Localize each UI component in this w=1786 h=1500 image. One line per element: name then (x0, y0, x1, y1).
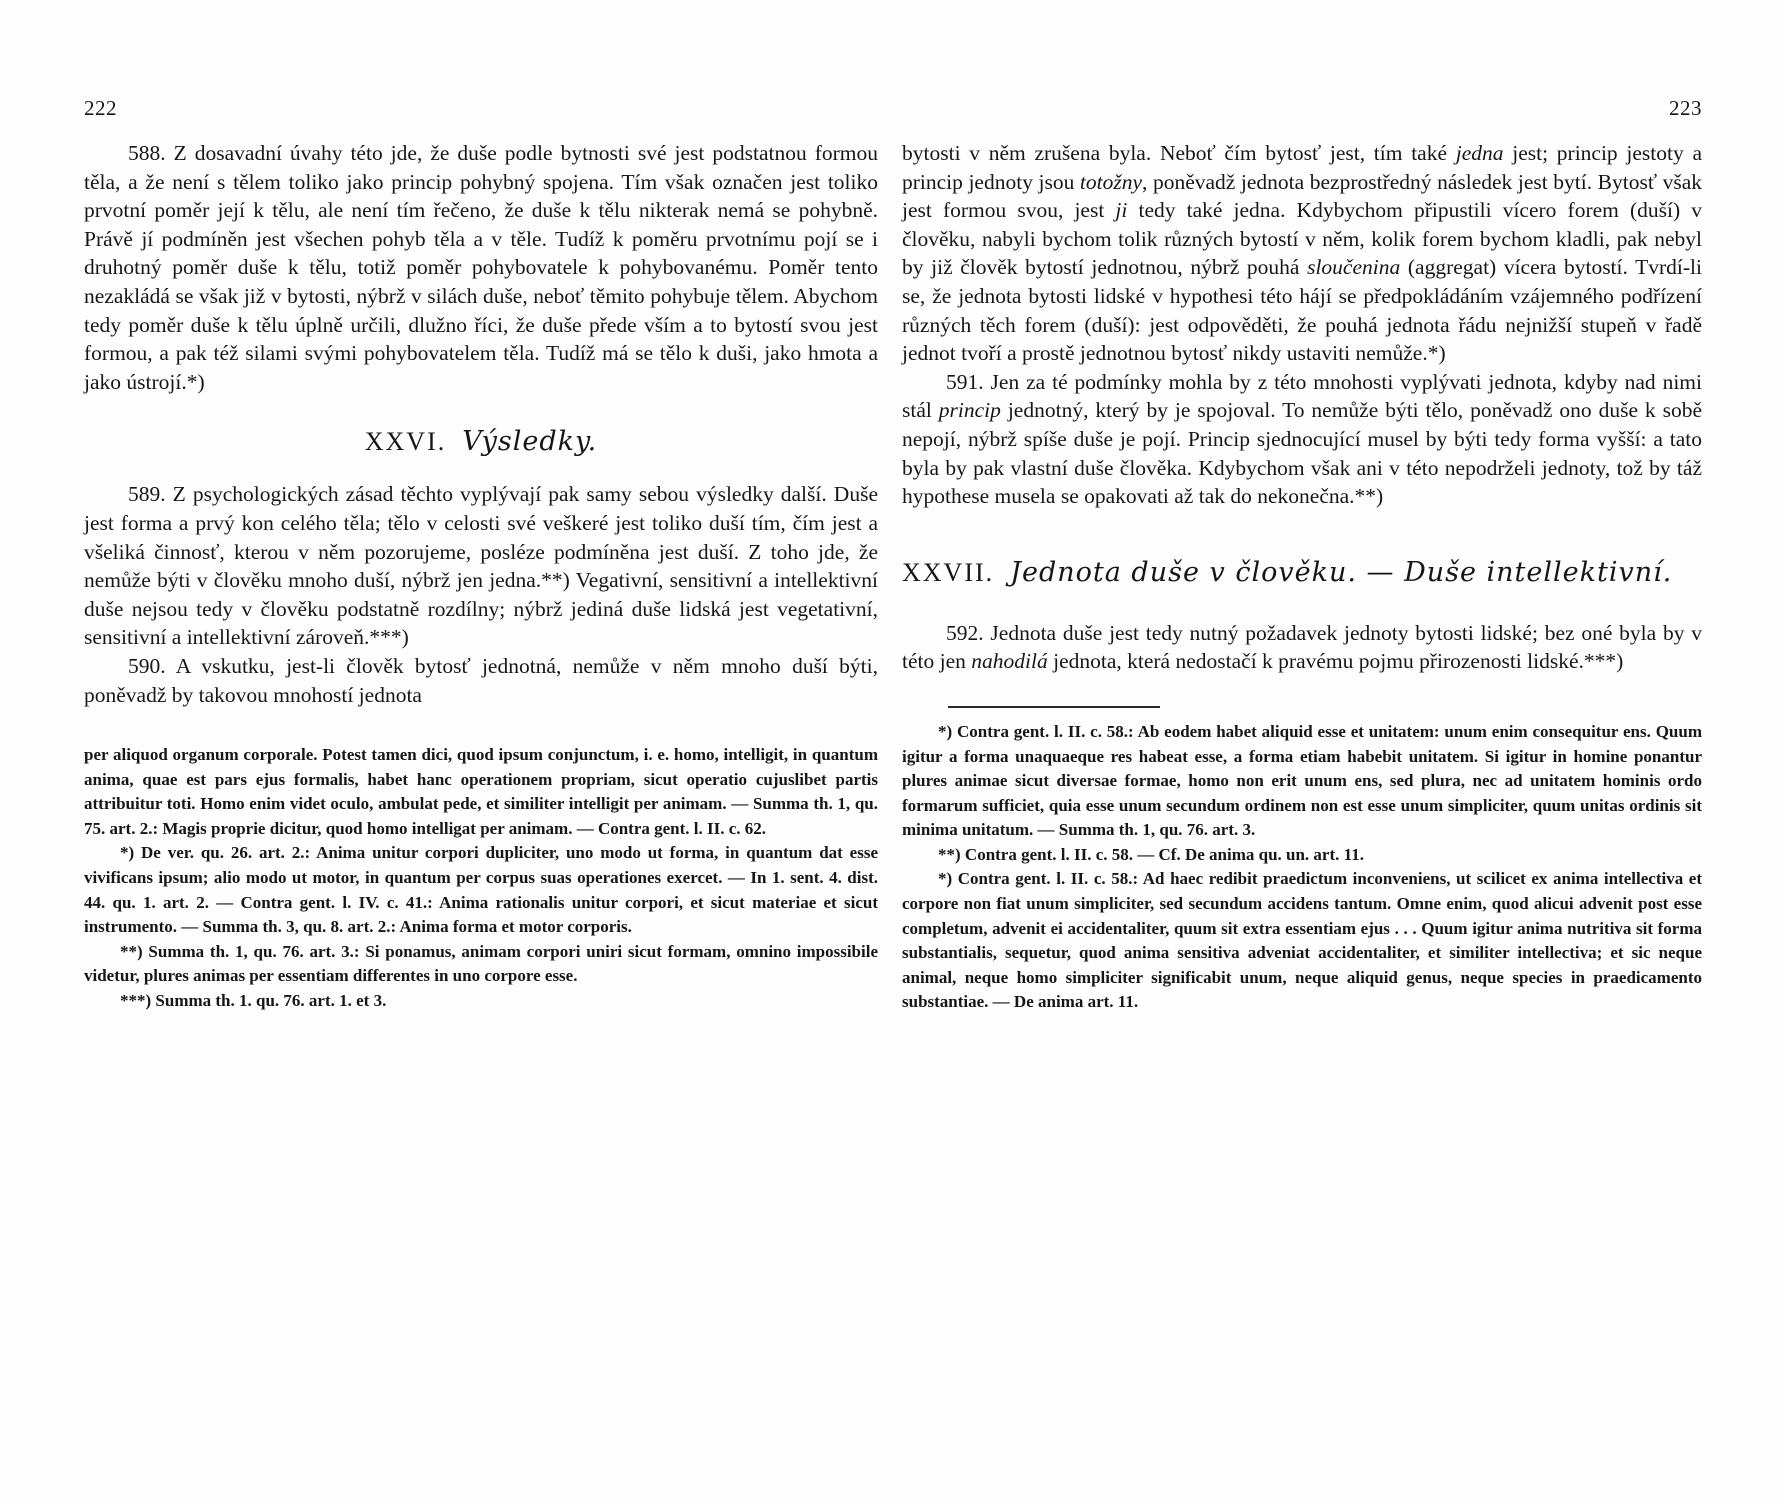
footnote: **) Summa th. 1, qu. 76. art. 3.: Si ponamus, animam corpori uniri sicut formam, omnino impossibile videtur, plures animas per essentiam differentes in uno corpore esse. (84, 941, 878, 986)
chapter-numeral: XXVI. (364, 427, 447, 457)
page-left (84, 0, 878, 1014)
text-run: 590. A vskutku, jest-li člověk bytosť jednotná, nemůže v něm mnoho duší býti, poněvadž by takovou mnohostí jednota (84, 653, 878, 707)
italic-text: jedna (1455, 141, 1504, 165)
chapter-numeral: XXVII. (902, 557, 995, 587)
left-page-body (84, 139, 878, 709)
right-page-footnotes (902, 720, 1702, 1015)
text-run: 589. Z psychologických zásad těchto vyplývají pak samy sebou výsledky další. Duše jest forma a prvý kon celého těla; tělo v celosti své veškeré jest toliko duší tím, čím jest a všeliká činnosť, kterou v něm pozorujeme, posléze podmíněna jest duší. Z toho jde, že nemůže býti v člověku mnoho duší, nýbrž jen jedna.**) Vegativní, sensitivní a intellektivní duše nejsou tedy v člověku podstatně rozdílny; nýbrž jediná duše lidská jest vegetativní, sensitivní a intellektivní zároveň.***) (84, 482, 878, 650)
text-run: Jednota duše v člověku. — Duše intellektivní. (1010, 556, 1673, 588)
text-run: jednotný, který by je spojoval. To nemůže býti tělo, poněvadž ono duše k sobě nepojí, nýbrž spíše duše je pojí. Princip sjednocující musel by býti tedy forma vyšší: a tato byla by pak vlastní duše člověka. Kdybychom však ani v této nepodrželi jednoty, tož by táž hypothese musela se opakovati až tak do nekonečna.**) (902, 398, 1702, 509)
text-run: bytosti v něm zrušena byla. Neboť čím bytosť jest, tím také (902, 141, 1456, 165)
text-run: 591. Jen za té podmínky mohla by z této mnohosti vyplývati jednota, kdyby nad nimi stál (902, 369, 1702, 423)
italic-text: nahodilá (971, 649, 1048, 674)
body-paragraph (902, 619, 1702, 676)
text-run: (aggregat) vícera bytostí. Tvrdí-li se, že jednota bytosti lidské v hypothesi této hájí se předpokládáním vzájemného podřízení různých těch forem (duší): jest odpověděti, že pouhá jednota řádu nejnižší stupeň v řadě jednot tvoří a prostě jednotnou bytosť nikdy ustaviti nemůže.*) (902, 255, 1702, 366)
body-paragraph (902, 139, 1702, 368)
footnote: per aliquod organum corporale. Potest tamen dici, quod ipsum conjunctum, i. e. homo, intelligit, in quantum anima, quae est pars ejus formalis, habet hanc operationem propriam, sicut operatio cujuslibet partis attribuitur toti. Homo enim videt oculo, ambulat pede, et similiter intelligit per animam. — Summa th. 1, qu. 75. art. 2.: Magis proprie dicitur, quod homo intelligat per animam. — Contra gent. l. II. c. 62. (84, 745, 878, 838)
page-right (902, 0, 1702, 1015)
text-run: tedy také jedna. Kdybychom připustili vícero forem (duší) v člověku, nabyli bychom tolik různých bytostí v něm, kolik forem bychom kladli, pak nebyl by již člověk bytostí jednotnou, nýbrž pouhá (902, 198, 1702, 280)
chapter-heading (84, 424, 878, 460)
footnote: *) Contra gent. l. II. c. 58.: Ab eodem habet aliquid esse et unitatem: unum enim consequitur ens. Quum igitur a forma unaquaeque res habeat esse, a forma etiam habebit unitatem. Si igitur in homine ponantur plures animae sicut diversae formae, homo non erit unum ens, sed plura, nec ad unitatem hominis ordo formarum sufficiet, quia esse unum secundum ordinem non est esse unum simpliciter, quum unitas ordinis sit minima unitatum. — Summa th. 1, qu. 76. art. 3. (902, 721, 1702, 840)
body-paragraph (84, 480, 878, 652)
footnote-rule-right (948, 706, 1160, 708)
body-paragraph (902, 368, 1702, 511)
page-number-left: 222 (84, 96, 117, 120)
footnote: *) De ver. qu. 26. art. 2.: Anima unitur corpori dupliciter, uno modo ut forma, in quantum dat esse vivificans ipsum; alio modo ut motor, in quantum per corpus suas operationes exercet. — In 1. sent. 4. dist. 44. qu. 1. art. 2. — Contra gent. l. IV. c. 41.: Anima rationalis unitur corpori, et sicut materiae et sicut instrumento. — Summa th. 3, qu. 8. art. 2.: Anima forma et motor corporis. (84, 843, 878, 937)
italic-text: princip (938, 398, 1001, 423)
footnote: *) Contra gent. l. II. c. 58.: Ad haec redibit praedictum inconveniens, ut scilicet ex anima intellectiva et corpore non fiat unum simpliciter, sed secundum accidens tantum. Omne enim, quod alicui advenit post esse completum, advenit ei accidentaliter, quum sit extra essentiam ejus . . . Quum igitur anima nutritiva sit forma substantialis, sequetur, quod anima sensitiva adveniat accidentaliter, et similiter intellectiva; et sic neque animal, neque homo simpliciter significabit unum, neque aliquid genus, neque species in praedicamento substantiae. — De anima art. 11. (902, 869, 1702, 1012)
text-run: , poněvadž jednota bezprostředný následek jest bytí. Bytosť však jest formou svou, jest (902, 169, 1703, 223)
chapter-title (1010, 557, 1672, 588)
text-run: jest; princip jestoty a princip jednoty jsou (902, 141, 1702, 194)
body-paragraph (84, 652, 878, 709)
italic-text: sloučenina (1307, 255, 1401, 280)
text-run: 592. Jednota duše jest tedy nutný požadavek jednoty bytosti lidské; bez oné byla by v této jen (902, 620, 1702, 674)
body-paragraph (84, 139, 878, 396)
text-run: Výsledky. (462, 426, 598, 458)
right-page-body (902, 139, 1702, 676)
italic-text: ji (1115, 198, 1128, 223)
left-page-footnotes (84, 743, 878, 1014)
chapter-heading (902, 555, 1702, 591)
footnote: **) Contra gent. l. II. c. 58. — Cf. De anima qu. un. art. 11. (938, 844, 1364, 864)
chapter-title (462, 426, 597, 457)
text-run: 588. Z dosavadní úvahy této jde, že duše podle bytnosti své jest podstatnou formou těla, a že není s tělem toliko jako princip pohybný spojena. Tím však označen jest toliko prvotní poměr její k tělu, ale není tím řečeno, že duše k tělu nikterak nemá se pohybně. Právě jí podmíněn jest všechen pohyb těla a v těle. Tudíž k poměru prvotnímu pojí se i druhotný poměr duše k tělu, totiž poměr pohybovatele k pohybovanému. Poměr tento nezakládá se však již v bytosti, nýbrž v silách duše, neboť těmito pohybuje tělem. Abychom tedy poměr duše k tělu úplně určili, dlužno říci, že duše přede vším a to bytostí svou jest formou, a pak též silami svými pohybovatelem těla. Tudíž má se tělo k duši, jako hmota a jako ústrojí.*) (84, 141, 878, 394)
italic-text: totožny (1079, 169, 1143, 194)
footnote: ***) Summa th. 1. qu. 76. art. 1. et 3. (120, 991, 387, 1011)
page-number-right: 223 (1669, 96, 1702, 120)
text-run: jednota, která nedostačí k pravému pojmu přirozenosti lidské.***) (1047, 649, 1624, 674)
